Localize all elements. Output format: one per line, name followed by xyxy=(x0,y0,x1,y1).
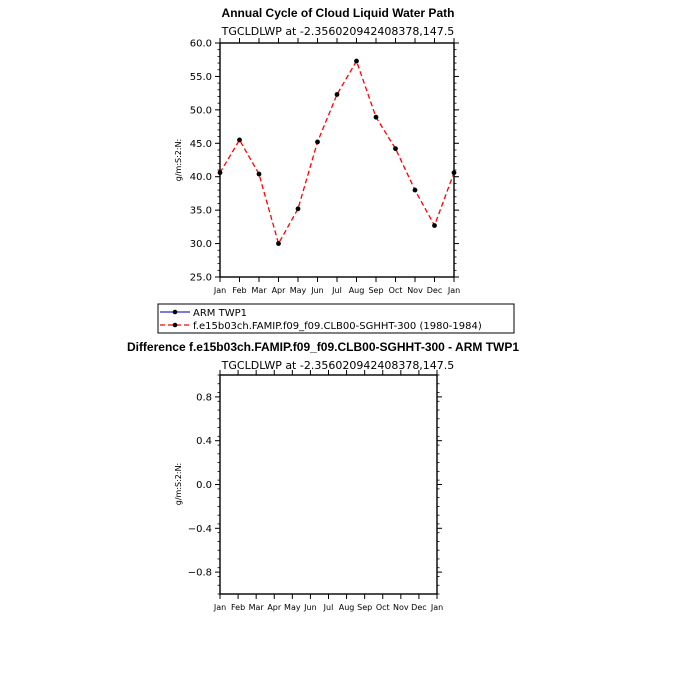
chart1-xtick-label: Nov xyxy=(407,286,423,295)
chart2-xtick-label: Jun xyxy=(304,603,317,612)
chart2-axes xyxy=(188,370,443,612)
data-point xyxy=(354,59,359,64)
chart1-title: Annual Cycle of Cloud Liquid Water Path xyxy=(221,6,455,20)
chart1-xtick-label: Jan xyxy=(447,286,461,295)
legend-marker-arm xyxy=(173,310,178,315)
data-point xyxy=(432,223,437,228)
chart1-xtick-label: Sep xyxy=(368,286,384,295)
chart2-xtick-label: May xyxy=(284,603,301,612)
chart2-xtick-label: Jul xyxy=(323,603,334,612)
data-point xyxy=(374,115,379,120)
chart2-xtick-label: Feb xyxy=(230,603,246,612)
chart1-xtick-label: Dec xyxy=(426,286,443,295)
chart2-plot-frame xyxy=(220,375,437,594)
legend-marker-model xyxy=(173,323,178,328)
chart1-subtitle: TGCLDLWP at -2.356020942408378,147.5 xyxy=(221,25,455,38)
chart2-xtick-label: Oct xyxy=(375,603,390,612)
chart2-xtick-label: Apr xyxy=(267,603,282,612)
chart2-xtick-label: Dec xyxy=(411,603,427,612)
legend xyxy=(158,304,514,333)
chart1-xtick-label: Feb xyxy=(232,286,247,295)
chart2-subtitle: TGCLDLWP at -2.356020942408378,147.5 xyxy=(221,359,455,372)
chart2-xtick-label: Mar xyxy=(248,603,264,612)
chart2-ytick-label: −0.4 xyxy=(187,523,212,535)
legend-label-model: f.e15b03ch.FAMIP.f09_f09.CLB00-SGHHT-300 (1980-1984) xyxy=(193,321,482,332)
chart1-xtick-label: May xyxy=(289,286,307,295)
chart1-ytick-label: 60.0 xyxy=(189,38,212,50)
chart2-ytick-label: 0.8 xyxy=(196,392,212,404)
chart1-xtick-label: Jul xyxy=(332,286,342,295)
data-point xyxy=(296,206,301,211)
chart2-ytick-label: 0.4 xyxy=(196,436,212,448)
chart2-ytick-label: −0.8 xyxy=(187,567,212,579)
data-point xyxy=(335,92,340,97)
data-point xyxy=(218,170,223,175)
chart2-ylabel: g/m:S:2:N: xyxy=(174,462,183,506)
chart1-axes xyxy=(190,38,460,295)
chart1-ytick-label: 40.0 xyxy=(189,172,212,184)
chart1-ytick-label: 25.0 xyxy=(189,272,212,284)
chart1-series xyxy=(218,59,457,246)
chart1-ytick-label: 50.0 xyxy=(189,105,212,117)
chart2-xtick-label: Jan xyxy=(430,603,444,612)
series-line-1 xyxy=(220,61,454,244)
chart1-ytick-label: 55.0 xyxy=(189,71,212,83)
chart1-ytick-label: 30.0 xyxy=(189,239,212,251)
chart1-ytick-label: 35.0 xyxy=(189,205,212,217)
data-point xyxy=(315,140,320,145)
chart2-ytick-label: 0.0 xyxy=(196,480,212,491)
chart2-title: Difference f.e15b03ch.FAMIP.f09_f09.CLB00-SGHHT-300 - ARM TWP1 xyxy=(126,340,520,354)
data-point xyxy=(237,138,242,143)
chart2-xtick-label: Sep xyxy=(357,603,373,612)
chart1-xtick-label: Jun xyxy=(311,286,324,295)
chart1-xtick-label: Oct xyxy=(388,286,403,295)
chart2-xtick-label: Aug xyxy=(338,603,355,612)
data-point xyxy=(276,241,281,246)
chart2-xtick-label: Nov xyxy=(393,603,409,612)
chart1-ytick-label: 45.0 xyxy=(189,138,212,150)
data-point xyxy=(452,170,457,175)
data-point xyxy=(413,188,418,193)
chart1-xtick-label: Mar xyxy=(251,286,267,295)
chart2-xtick-label: Jan xyxy=(213,603,227,612)
legend-label-arm: ARM TWP1 xyxy=(193,308,247,319)
chart1-xtick-label: Aug xyxy=(348,286,365,295)
chart1-xtick-label: Apr xyxy=(271,286,286,295)
chart1-ylabel: g/m:S:2:N: xyxy=(174,138,183,182)
data-point xyxy=(257,172,262,177)
chart1-xtick-label: Jan xyxy=(213,286,227,295)
data-point xyxy=(393,146,398,151)
chart1-plot-frame xyxy=(220,43,454,277)
